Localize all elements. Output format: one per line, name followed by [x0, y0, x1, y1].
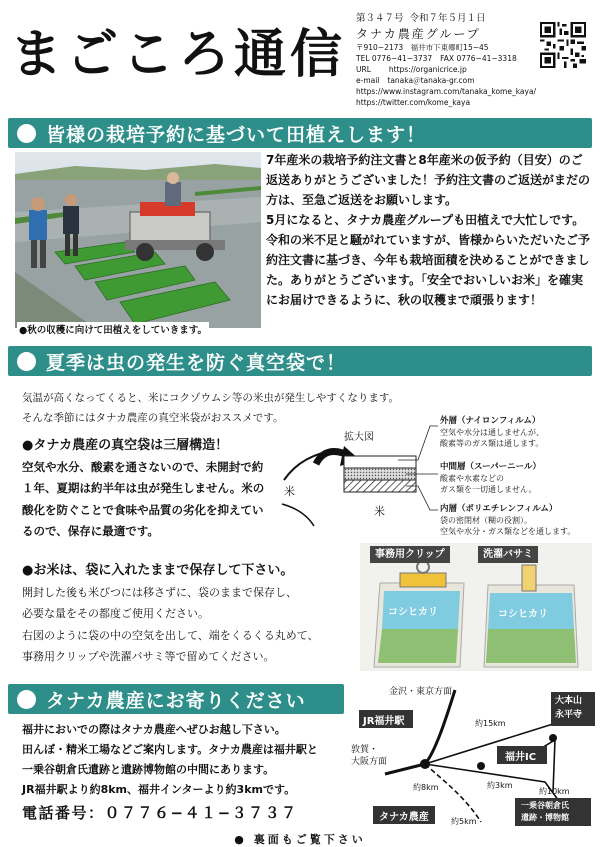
- map-temple-label: 大本山 永平寺: [555, 696, 583, 720]
- issue-number: 第３４７号: [356, 13, 404, 24]
- storage-line: 事務用クリップや洗濯バサミ等で留めてください。: [22, 650, 275, 663]
- map-north-label: 金沢・東京方面: [389, 687, 453, 697]
- address: 〒910−2173 福井市下東郷町15−45: [356, 42, 489, 52]
- twitter-link[interactable]: https://twitter.com/kome_kaya: [356, 97, 471, 107]
- bullet-circle-icon: [17, 124, 36, 143]
- map-distance-8: 約8km: [413, 783, 439, 792]
- email-label: e-mail: [356, 75, 380, 85]
- tel: TEL 0776−41−3737: [356, 53, 433, 63]
- storage-line: 右図のように袋の中の空気を出して、端をくるくる丸めて、: [22, 628, 319, 642]
- rice-label: 米: [374, 505, 385, 518]
- intro-line: そんな季節にはタナカ農産の真空米袋がおススメです。: [22, 412, 284, 424]
- section1-body: [266, 150, 592, 310]
- section3-heading: タナカ農産にお寄りください: [46, 689, 306, 712]
- rice-planting-photo: [15, 152, 261, 328]
- storage-block: [22, 560, 362, 668]
- group-name: タナカ農産グループ: [356, 26, 481, 41]
- bullet-circle-icon: [17, 690, 36, 709]
- visit-line: JR福井駅より約8km、福井インターより約3kmです。: [22, 783, 296, 796]
- section1-banner: [8, 118, 592, 148]
- clip-tag: 事務用クリップ: [370, 546, 450, 563]
- qr-code-icon[interactable]: [540, 22, 586, 68]
- visit-line: 一乗谷朝倉氏遺跡と遺跡博物館の中間にあります。: [22, 763, 275, 776]
- map-distance-15: 約15km: [475, 719, 506, 728]
- section3-body: [22, 720, 342, 800]
- paragraph: 7年産米の栽培予約注文書と8年産米の仮予約（目安）のご返送ありがとうございました！予約注文書のご返送がまだの方は、至急ご返送をお願いします。: [266, 153, 591, 207]
- masthead: [0, 0, 600, 110]
- issue-info: [356, 13, 536, 108]
- clothespin-tag: 洗濯バサミ: [478, 546, 538, 563]
- map-west-label: 敦賀・ 大阪方面: [351, 745, 388, 767]
- bag-label: コシヒカリ: [498, 609, 548, 620]
- phone-number[interactable]: 電話番号：０７７６−４１−３７３７: [22, 804, 298, 822]
- url-label: URL: [356, 64, 371, 74]
- bullet-circle-icon: [17, 352, 36, 371]
- footer-note: ● 裏面もご覧下さい: [234, 833, 366, 846]
- map-station-label: JR福井駅: [363, 716, 405, 727]
- photo-caption: ●秋の収穫に向けて田植えをしていきます。: [17, 322, 209, 336]
- section2-heading: 夏季は虫の発生を防ぐ真空袋で！: [46, 351, 347, 374]
- middle-layer-label: 中間層（スーパーニール） 酸素や水素などの ガス類を一切通しません。: [440, 462, 541, 494]
- map-distance-5: 約5km: [451, 817, 477, 826]
- bag-layer-diagram: [278, 414, 596, 540]
- map-ruins-label: 一乗谷朝倉氏 遺跡・博物館: [521, 801, 569, 822]
- paragraph: 5月になると、タナカ農産グループも田植えで大忙しです。令和の米不足と騒がれていますが、皆様からいただいたご予約注文書に基づき、今年も栽培面積を決めることができました。ありがとうございます。「安全でおいしいお米」を確実にお届けできるように、秋の収穫まで頑張ります！: [266, 213, 591, 307]
- instagram-link[interactable]: https://www.instagram.com/tanaka_kome_kaya/: [356, 86, 537, 96]
- rice-label: 米: [284, 485, 295, 498]
- bag-heading: ●タナカ農産の真空袋は三層構造！: [22, 438, 229, 453]
- newsletter-title: まごころ通信: [10, 24, 347, 85]
- bag-text: 空気や水分、酸素を通さないので、未開封で約１年、夏期は約半年は虫が発生しません。米の酸化を防ぐことで食味や品質の劣化を抑えているので、保存に最適です。: [22, 459, 265, 538]
- email-link[interactable]: tanaka＠tanaka-gr.com: [387, 75, 475, 85]
- map-ic-label: 福井IC: [505, 752, 537, 763]
- map-farm-label: タナカ農産: [379, 812, 429, 823]
- storage-heading: ●お米は、袋に入れたままで保存して下さい。: [22, 563, 294, 578]
- intro-line: 気温が高くなってくると、米にコクゾウムシ等の米虫が発生しやすくなります。: [22, 392, 400, 404]
- zoom-label: 拡大図: [344, 432, 374, 443]
- map-distance-10: 約10km: [539, 787, 570, 796]
- fax: FAX 0776−41−3318: [440, 53, 517, 63]
- storage-line: 必要な量をその都度ご使用ください。: [22, 607, 209, 620]
- storage-line: 開封した後も米びつには移さずに、袋のままで保存し、: [22, 585, 297, 599]
- website-link[interactable]: https://organicrice.jp: [388, 64, 467, 74]
- visit-line: 田んぼ・精米工場などご案内します。タナカ農産は福井駅と: [22, 743, 318, 756]
- section1-heading: 皆様の栽培予約に基づいて田植えします！: [46, 123, 427, 146]
- issue-date: 令和７年５月１日: [409, 13, 486, 24]
- visit-line: 福井においでの際はタナカ農産へぜひお越し下さい。: [22, 723, 286, 736]
- bag-structure-block: [22, 435, 272, 543]
- map-distance-3: 約3km: [487, 781, 513, 790]
- section3-banner: [8, 684, 344, 714]
- section2-banner: [8, 346, 592, 376]
- inner-layer-label: 内層（ポリエチレンフィルム） 袋の密閉材（糊の役割）。 空気や水分・ガス類などを通します。: [440, 504, 576, 536]
- bag-label: コシヒカリ: [388, 607, 438, 618]
- access-map: [345, 682, 595, 832]
- outer-layer-label: 外層（ナイロンフィルム） 空気や水分は通しませんが、 酸素等のガス類は通します。: [440, 416, 544, 448]
